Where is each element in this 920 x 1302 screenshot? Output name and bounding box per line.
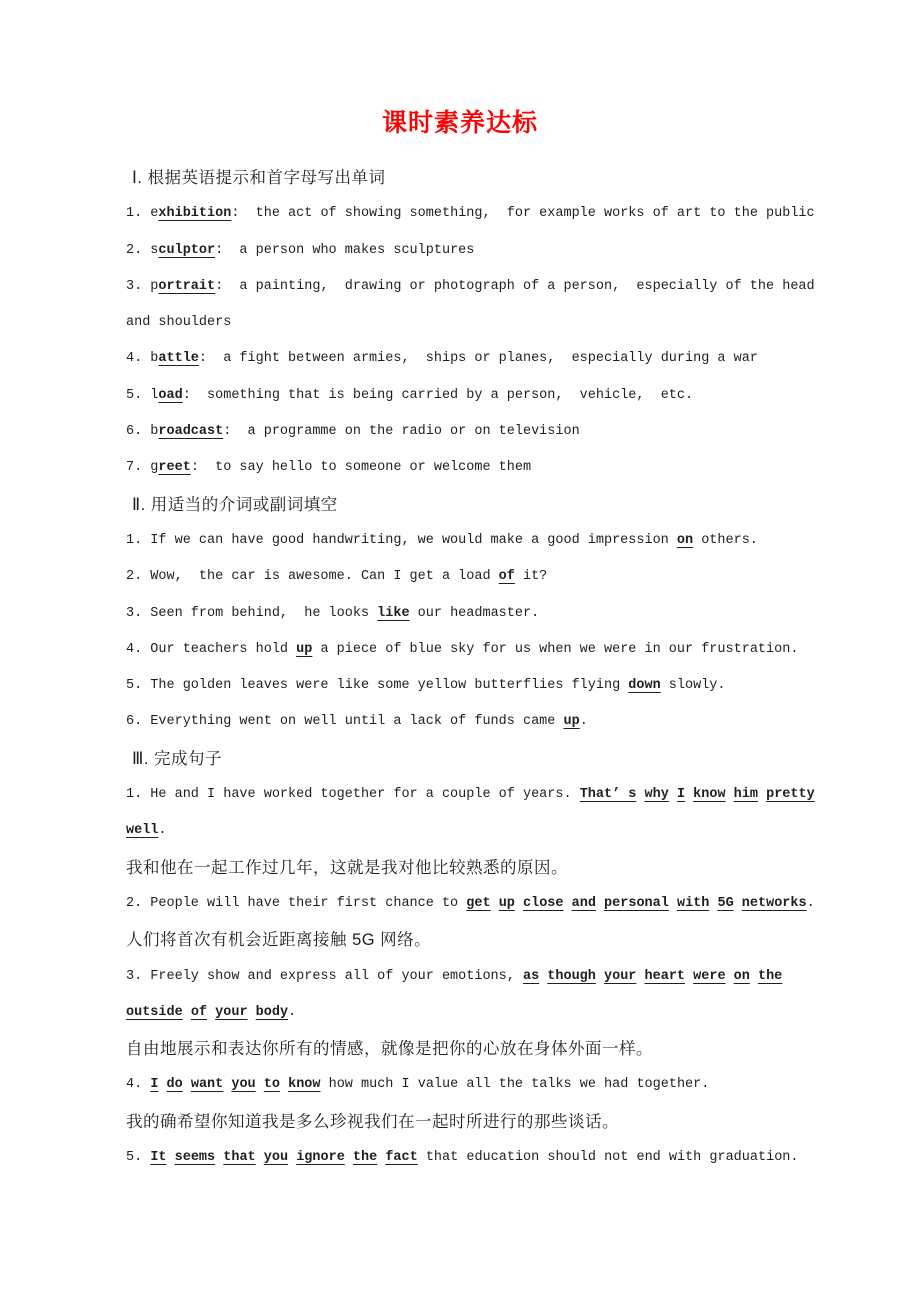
text-segment <box>669 896 677 911</box>
answer-text: though <box>547 968 596 984</box>
answer-text: get <box>466 895 491 911</box>
answer-text: him <box>733 787 758 803</box>
answer-text: xhibition <box>158 206 232 222</box>
text-segment: that education should not end with graduation. <box>417 1150 799 1166</box>
text-segment <box>564 896 572 911</box>
text-segment <box>636 787 644 802</box>
text-segment: 2. People will have their first chance to <box>126 895 467 911</box>
text-segment: 我的确希望你知道我是多么珍视我们在一起时所进行的那些谈话。 <box>126 1112 619 1131</box>
section-1-header <box>126 160 900 196</box>
prep-item-2 <box>126 559 900 595</box>
answer-text: culptor <box>158 242 216 258</box>
text-segment: 4. <box>126 1077 151 1093</box>
text-segment: 我和他在一起工作过几年，这就是我对他比较熟悉的原因。 <box>126 858 568 877</box>
answer-text: down <box>628 678 661 694</box>
page-title: 课时素养达标 <box>381 109 538 137</box>
answer-text: you <box>263 1150 289 1166</box>
translation-2 <box>126 922 900 958</box>
answer-text: up <box>296 641 313 657</box>
translation-3 <box>126 1031 900 1067</box>
answer-text: know <box>288 1077 321 1093</box>
text-segment: 4. b <box>126 351 159 367</box>
answer-text: why <box>644 787 669 803</box>
text-segment: Ⅲ. 完成句子 <box>132 749 223 768</box>
translation-1 <box>126 850 900 886</box>
text-segment <box>685 969 693 984</box>
text-segment <box>248 1005 256 1020</box>
text-segment <box>758 787 766 802</box>
sentence-item-1-continuation <box>126 813 900 849</box>
text-segment <box>669 787 677 802</box>
answer-text: fact <box>385 1150 418 1166</box>
vocab-item-3 <box>126 269 900 305</box>
answer-text: personal <box>604 895 669 911</box>
text-segment: : a programme on the radio or on television <box>223 424 580 440</box>
text-segment: how much I value all the talks we had together. <box>320 1077 710 1093</box>
answer-text: were <box>693 968 726 984</box>
translation-4 <box>126 1104 900 1140</box>
text-segment: . <box>288 1004 297 1020</box>
answer-text: want <box>190 1077 224 1093</box>
text-segment: : something that is being carried by a person, vehicle, etc. <box>182 387 694 403</box>
vocab-item-7 <box>126 450 900 486</box>
document-body <box>126 160 900 1176</box>
answer-text: reet <box>158 460 191 476</box>
text-segment: and shoulders <box>126 315 232 331</box>
text-segment <box>636 969 644 984</box>
text-segment <box>726 787 734 802</box>
section-3-header <box>126 741 900 777</box>
answer-text: 5G <box>717 895 734 911</box>
sentence-item-2 <box>126 886 900 922</box>
prep-item-3 <box>126 596 900 632</box>
text-segment <box>726 969 734 984</box>
text-segment <box>280 1077 288 1092</box>
answer-text: to <box>263 1077 280 1093</box>
answer-text: roadcast <box>158 424 224 440</box>
answer-text: close <box>523 895 564 911</box>
text-segment: . <box>806 895 815 911</box>
answer-text: your <box>215 1004 248 1020</box>
answer-text: pretty <box>766 787 815 803</box>
answer-text: you <box>231 1077 256 1093</box>
text-segment: : a person who makes sculptures <box>215 242 475 258</box>
text-segment <box>256 1150 264 1165</box>
answer-text: and <box>571 895 596 911</box>
text-segment <box>288 1150 296 1165</box>
answer-text: oad <box>158 387 183 403</box>
text-segment <box>685 787 693 802</box>
answer-text: on <box>676 532 694 548</box>
answer-text: ignore <box>296 1150 345 1166</box>
text-segment: 5. The golden leaves were like some yellow butterflies flying <box>126 678 629 694</box>
answer-text: That’ s <box>579 787 637 803</box>
text-segment: . <box>158 823 167 839</box>
text-segment <box>158 1077 166 1092</box>
text-segment: slowly. <box>660 678 726 694</box>
text-segment: others. <box>693 532 758 548</box>
sentence-item-4 <box>126 1067 900 1103</box>
text-segment: Ⅰ. 根据英语提示和首字母写出单词 <box>132 169 386 187</box>
text-segment <box>183 1077 191 1092</box>
text-segment: : the act of showing something, for example works of art to the public <box>231 206 815 222</box>
text-segment <box>183 1005 191 1020</box>
text-segment: 3. p <box>126 278 159 294</box>
text-segment: . <box>579 714 588 730</box>
text-segment: 7. g <box>126 460 159 476</box>
answer-text: of <box>498 569 515 585</box>
answer-text: on <box>733 968 750 984</box>
text-segment: Ⅱ. 用适当的介词或副词填空 <box>132 495 338 514</box>
text-segment: 5. <box>126 1150 151 1166</box>
sentence-item-3-continuation <box>126 995 900 1031</box>
answer-text: your <box>604 968 637 984</box>
prep-item-1 <box>126 523 900 559</box>
text-segment <box>596 969 604 984</box>
text-segment <box>491 896 499 911</box>
text-segment: it? <box>514 569 548 585</box>
vocab-item-5 <box>126 378 900 414</box>
text-segment: 4. Our teachers hold <box>126 641 297 657</box>
answer-text: It <box>150 1150 167 1166</box>
text-segment: 1. He and I have worked together for a couple of years. <box>126 787 580 803</box>
answer-text: heart <box>644 968 686 984</box>
text-segment: 1. If we can have good handwriting, we would make a good impression <box>126 532 677 548</box>
text-segment <box>345 1150 353 1165</box>
answer-text: with <box>676 895 710 911</box>
answer-text: well <box>126 823 159 839</box>
answer-text: I <box>150 1077 159 1093</box>
prep-item-6 <box>126 704 900 740</box>
answer-text: as <box>522 968 540 984</box>
text-segment: 3. Seen from behind, he looks <box>126 605 378 621</box>
sentence-item-5 <box>126 1140 900 1176</box>
text-segment: 2. Wow, the car is awesome. Can I get a load <box>126 569 499 585</box>
text-segment: a piece of blue sky for us when we were in our frustration. <box>312 641 799 657</box>
text-segment: 5. l <box>126 387 159 403</box>
text-segment: our headmaster. <box>409 605 540 621</box>
answer-text: outside <box>126 1004 183 1020</box>
text-segment: 人们将首次有机会近距离接触 5G 网络。 <box>126 931 432 950</box>
text-segment <box>167 1150 175 1165</box>
answer-text: like <box>377 605 410 621</box>
text-segment <box>207 1005 215 1020</box>
answer-text: of <box>190 1004 208 1020</box>
vocab-item-1 <box>126 196 900 232</box>
answer-text: that <box>223 1150 256 1166</box>
text-segment: : to say hello to someone or welcome them <box>190 460 532 476</box>
sentence-item-1 <box>126 777 900 813</box>
vocab-item-3-continuation <box>126 305 900 341</box>
answer-text: the <box>352 1150 378 1166</box>
text-segment: : a painting, drawing or photograph of a person, especially of the head <box>215 278 815 294</box>
prep-item-4 <box>126 632 900 668</box>
vocab-item-6 <box>126 414 900 450</box>
answer-text: up <box>563 714 580 730</box>
text-segment <box>750 969 758 984</box>
answer-text: networks <box>741 895 807 911</box>
answer-text: I <box>676 787 686 803</box>
prep-item-5 <box>126 668 900 704</box>
text-segment <box>515 896 523 911</box>
answer-text: the <box>757 968 783 984</box>
text-segment: 6. b <box>126 424 159 440</box>
answer-text: know <box>693 787 726 803</box>
text-segment: 3. Freely show and express all of your emotions, <box>126 968 523 984</box>
text-segment <box>256 1077 264 1092</box>
text-segment: 1. e <box>126 206 159 222</box>
answer-text: attle <box>158 351 199 367</box>
text-segment: 2. s <box>126 242 159 258</box>
text-segment <box>596 896 604 911</box>
vocab-item-2 <box>126 233 900 269</box>
text-segment: 6. Everything went on well until a lack of funds came <box>126 714 564 730</box>
answer-text: do <box>166 1077 183 1093</box>
answer-text: seems <box>174 1150 216 1166</box>
sentence-item-3 <box>126 959 900 995</box>
answer-text: up <box>498 895 515 911</box>
text-segment: 自由地展示和表达你所有的情感，就像是把你的心放在身体外面一样。 <box>126 1040 653 1059</box>
section-2-header <box>126 487 900 523</box>
text-segment: : a fight between armies, ships or planes, especially during a war <box>198 351 758 367</box>
answer-text: body <box>255 1004 289 1020</box>
text-segment <box>734 896 742 911</box>
vocab-item-4 <box>126 341 900 377</box>
answer-text: ortrait <box>158 278 216 294</box>
